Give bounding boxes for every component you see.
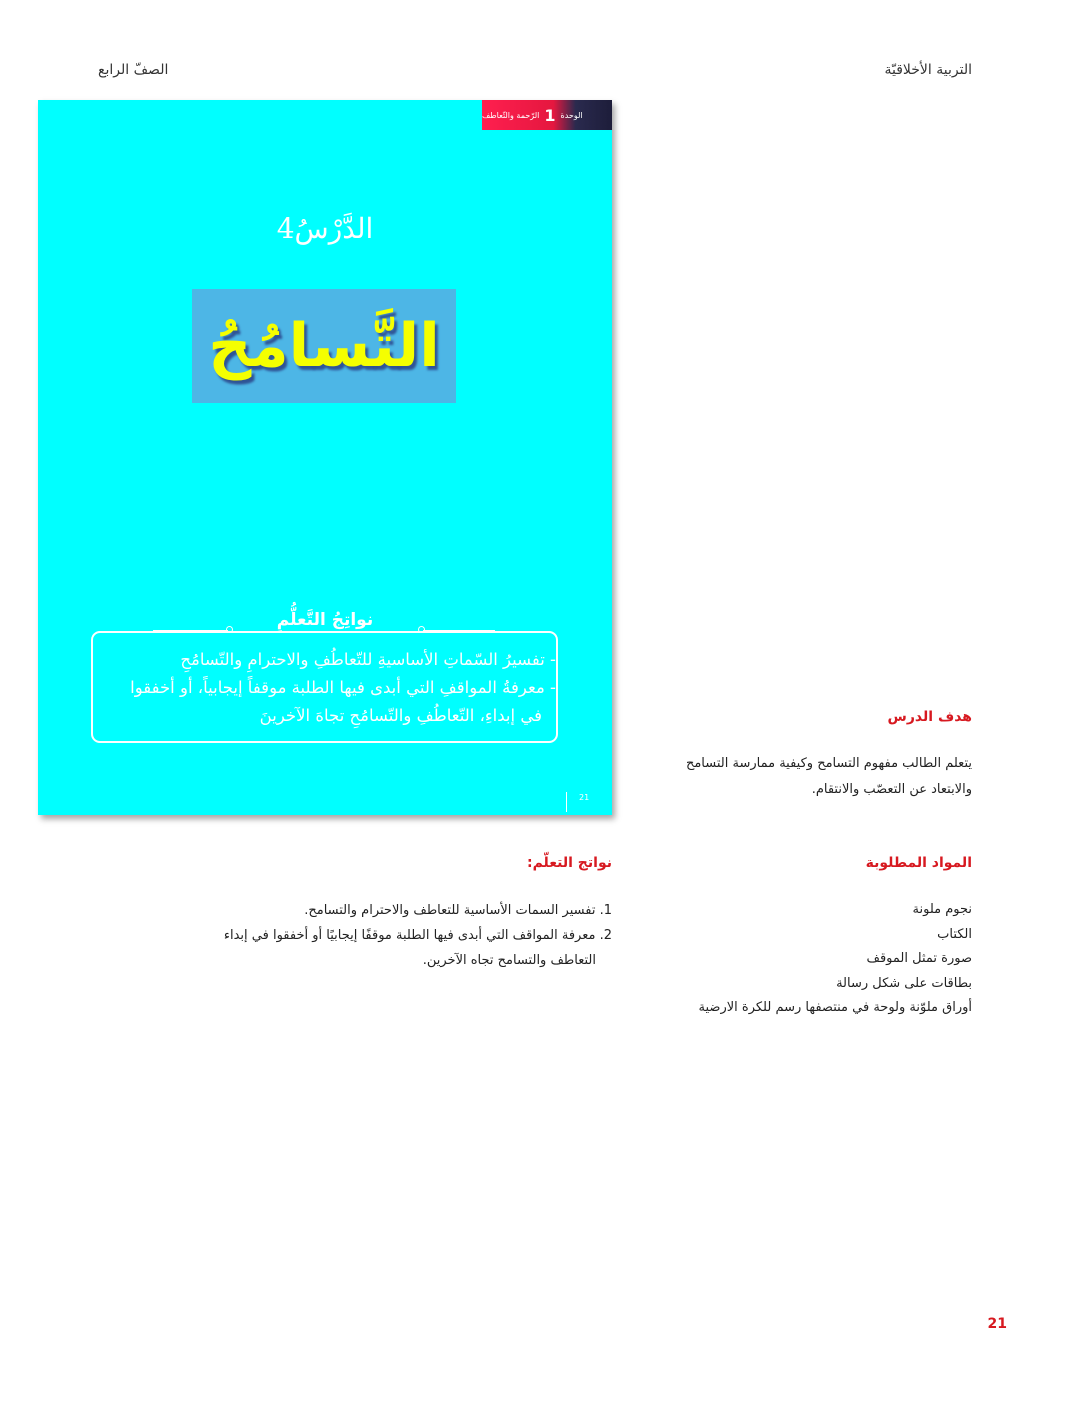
book-page-number: 21 (579, 793, 590, 802)
learning-outcome-text: 1. تفسير السمات الأساسية للتعاطف والاحترام والتسامح. (304, 903, 612, 918)
subject-title: التربية الأخلاقيّة (884, 62, 972, 78)
unit-number: 1 (544, 105, 556, 125)
material-item: أوراق ملوّنة ولوحة في منتصفها رسم للكرة الارضية (698, 1000, 972, 1015)
learning-outcomes-heading: نواتج التعلّم: (526, 855, 612, 871)
unit-tab (482, 100, 612, 130)
outcome-line: - معرفةُ المواقفِ التي أبدى فيها الطلبة موقفاً إيجابياً، أو أخفقوا (130, 678, 556, 697)
lesson-goal-heading: هدف الدرس (887, 709, 972, 725)
page-number: 21 (987, 1316, 1007, 1332)
material-item: صورة تمثل الموقف (866, 951, 972, 966)
learning-outcome-text: 2. معرفة المواقف التي أبدى فيها الطلبة موقفًا إيجابيًا أو أخفقوا في إبداء (223, 928, 612, 943)
learning-outcomes-list (192, 898, 612, 973)
page-number-divider (566, 792, 567, 812)
material-item: الكتاب (937, 926, 972, 942)
outcomes-heading: نواتِجُ التَّعلُّمِ (276, 610, 374, 630)
learning-outcome-item (192, 898, 612, 923)
unit-label: الوحدة (560, 110, 583, 120)
outcome-line: في إبداءِ، التّعاطُفِ والتّسامُحِ تجاهَ الآخرينَ (259, 706, 542, 725)
materials-heading: المواد المطلوبة (865, 855, 972, 871)
outcome-line: - تفسيرُ السّماتِ الأساسيةِ للتّعاطُفِ والاحترامِ والتّسامُحِ (180, 650, 556, 669)
learning-outcome-continuation: التعاطف والتسامح تجاه الآخرين. (422, 953, 596, 968)
grade-title: الصفّ الرابع (98, 62, 169, 78)
lesson-goal-text (652, 751, 972, 803)
lesson-title-box (192, 289, 456, 403)
student-book-page-preview (38, 100, 612, 815)
material-item: بطاقات على شكل رسالة (836, 975, 972, 991)
lesson-label: الدَّرْسُ4 (276, 212, 374, 245)
outcomes-list (86, 646, 556, 730)
lesson-goal-line: والابتعاد عن التعصّب والانتقام. (811, 782, 972, 797)
lesson-title: التَّسامُحُ (208, 311, 440, 381)
unit-name: الرّحمة والتّعاطف (482, 110, 540, 120)
material-item: نجوم ملونة (912, 902, 972, 917)
learning-outcome-item (192, 923, 612, 973)
lesson-goal-line: يتعلم الطالب مفهوم التسامح وكيفية ممارسة التسامح (685, 756, 972, 771)
materials-list (699, 898, 972, 1021)
